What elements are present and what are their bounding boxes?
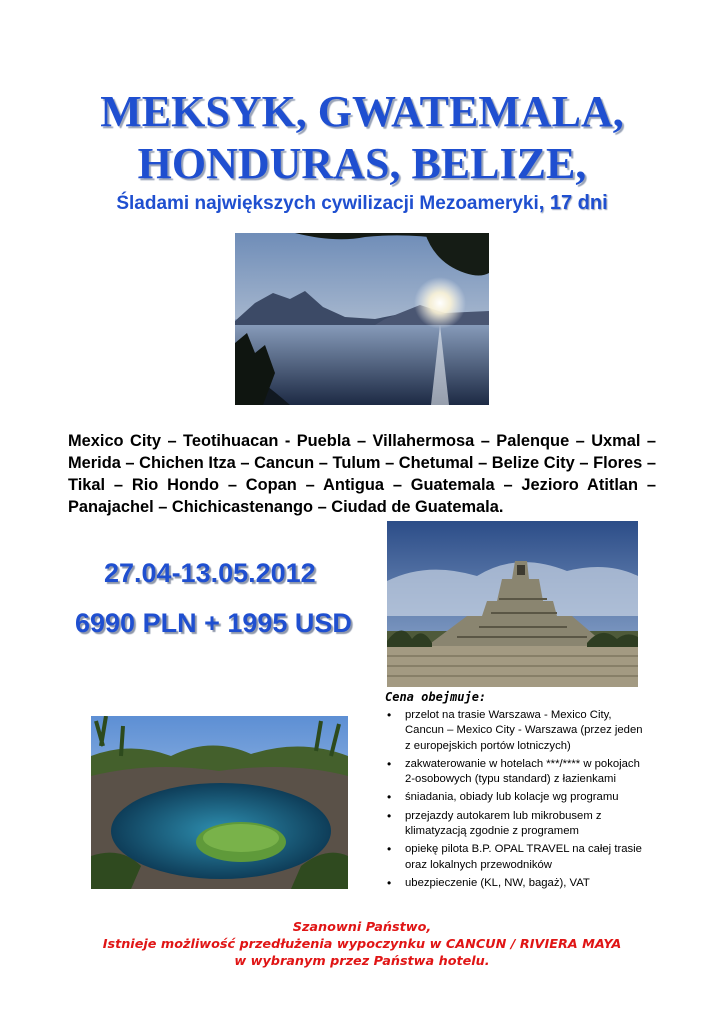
subtitle-days: , 17 dni	[538, 192, 608, 214]
subtitle-text: Śladami największych cywilizacji Mezoameryki	[116, 193, 539, 214]
list-item: • opiekę pilota B.P. OPAL TRAVEL na całej trasie oraz lokalnych przewodników	[385, 842, 645, 873]
price-includes-title: Cena obejmuje:	[385, 690, 487, 704]
tour-dates: 27.04-13.05.2012	[104, 558, 316, 588]
cenote-photo	[91, 716, 348, 889]
subtitle	[0, 192, 724, 215]
footer-greeting: Szanowni Państwo,	[292, 920, 432, 935]
list-item: • przejazdy autokarem lub mikrobusem z klimatyzacją zgodnie z programem	[385, 809, 645, 840]
list-item: • ubezpieczenie (KL, NW, bagaż), VAT	[385, 876, 645, 891]
pyramid-photo	[387, 521, 638, 687]
tour-price: 6990 PLN + 1995 USD	[75, 608, 352, 638]
list-item: • przelot na trasie Warszawa - Mexico City, Cancun – Mexico City - Warszawa (przez jeden z europejskich portów lotniczych)	[385, 708, 645, 754]
lake-atitlan-photo	[235, 233, 489, 405]
route-description: Mexico City – Teotihuacan - Puebla – Villahermosa – Palenque – Uxmal – Merida – Chichen Itza – Cancun – Tulum – Chetumal – Belize City – Flores – Tikal – Rio Hondo – Copan – Antigua – Guatemala – Jezioro Atitlan – Panajachel – Chichicastenango – Ciudad de Guatemala.	[68, 432, 656, 516]
footer-hotel-note: w wybranym przez Państwa hotelu.	[234, 954, 490, 969]
page-title-line-1: MEKSYK, GWATEMALA,	[100, 87, 624, 136]
list-item: • zakwaterowanie w hotelach ***/**** w pokojach 2-osobowych (typu standard) z łazienkami	[385, 757, 645, 788]
footer-extension-offer: Istnieje możliwość przedłużenia wypoczynku w CANCUN / RIVIERA MAYA	[102, 937, 622, 952]
page-title-line-2: HONDURAS, BELIZE,	[137, 139, 587, 188]
price-includes-list	[385, 708, 645, 894]
list-item: • śniadania, obiady lub kolacje wg programu	[385, 790, 645, 805]
